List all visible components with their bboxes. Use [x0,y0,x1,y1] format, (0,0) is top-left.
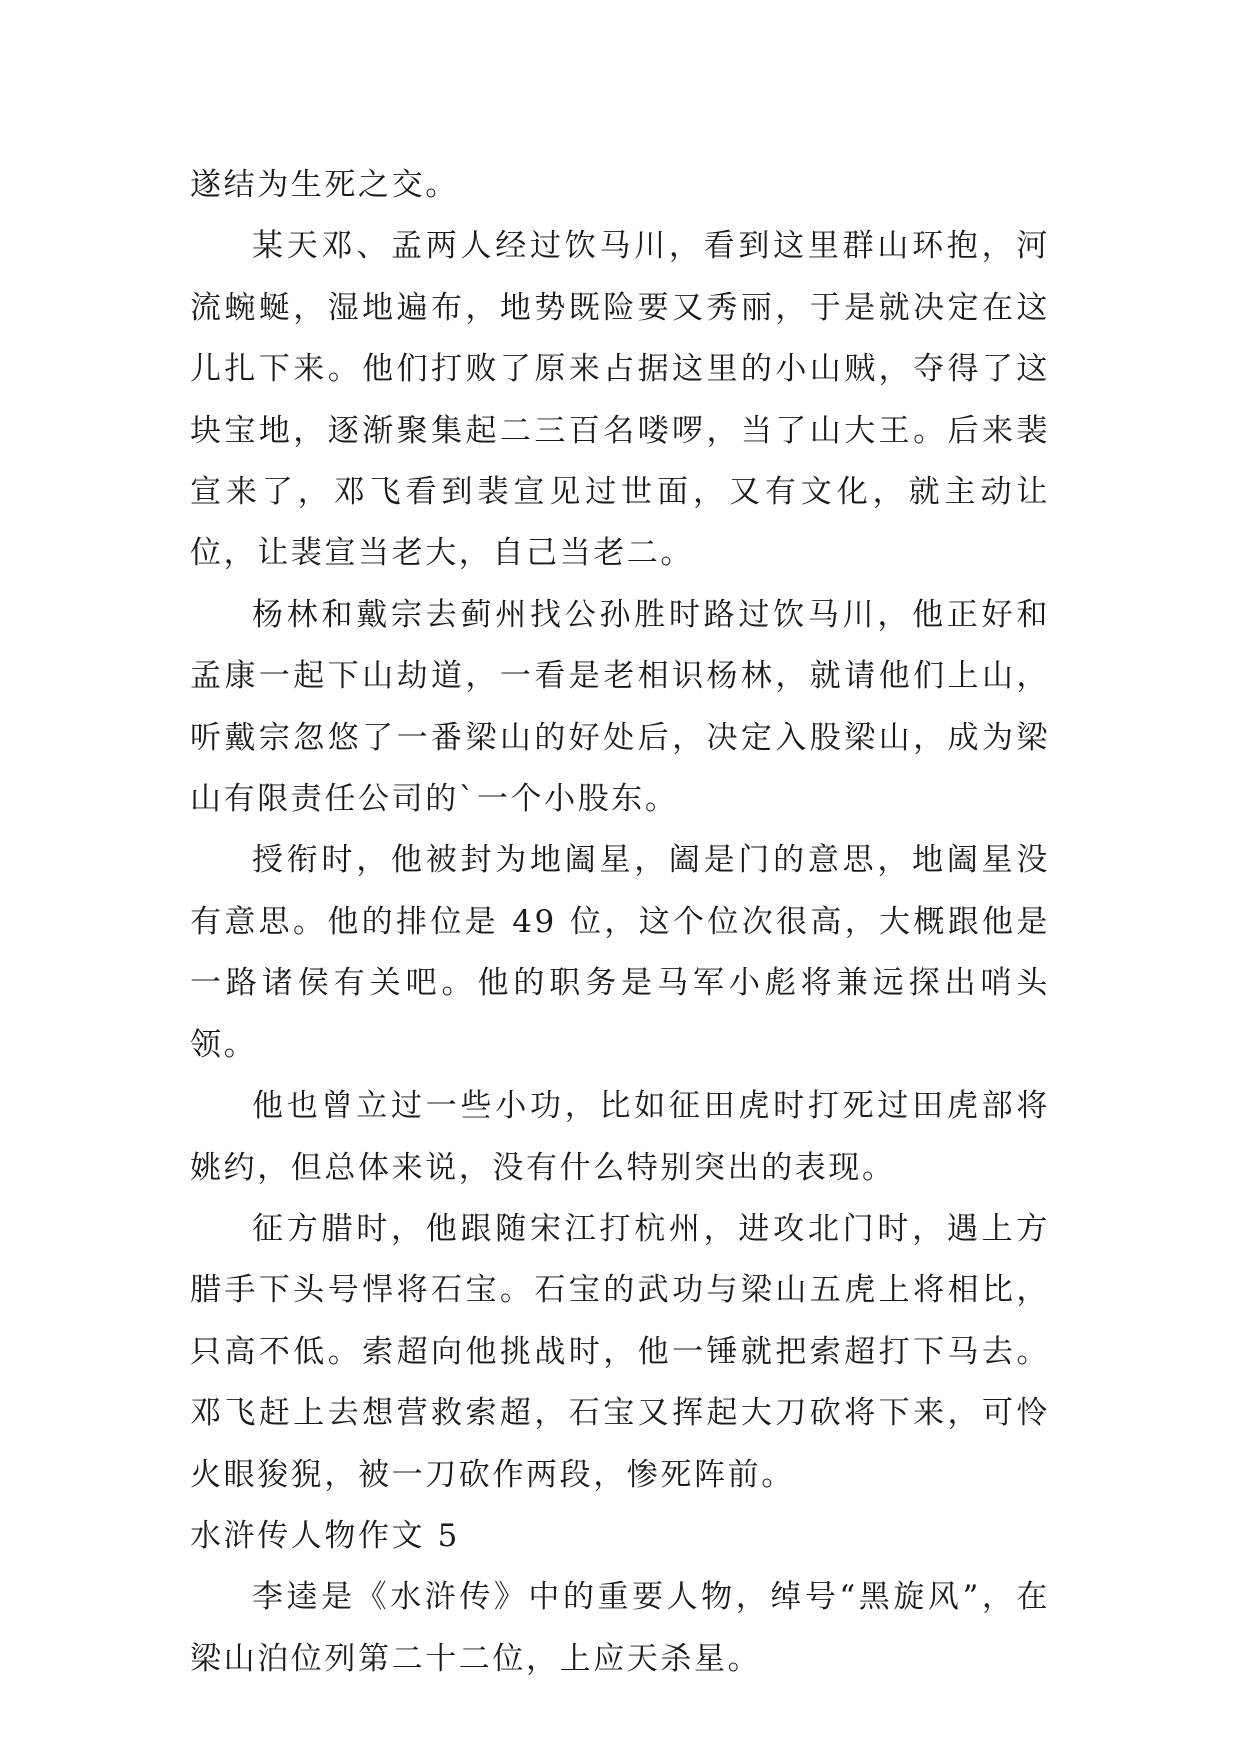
paragraph: 他也曾立过一些小功，比如征田虎时打死过田虎部将姚约，但总体来说，没有什么特别突出的表现。 [190,1088,1050,1186]
paragraph: 征方腊时，他跟随宋江打杭州，进攻北门时，遇上方腊手下头号悍将石宝。石宝的武功与梁山五虎上将相比，只高不低。索超向他挑战时，他一锤就把索超打下马去。邓飞赶上去想营救索超，石宝又挥起大刀砍将下来，可怜火眼狻猊，被一刀砍作两段，惨死阵前。 [190,1210,1050,1493]
section-heading: 水浒传人物作文 5 [190,1517,460,1554]
paragraph: 授衔时，他被封为地阖星，阖是门的意思，地阖星没有意思。他的排位是 49 位，这个位次很高，大概跟他是一路诸侯有关吧。他的职务是马军小彪将兼远探出哨头领。 [190,842,1050,1063]
paragraph: 杨林和戴宗去蓟州找公孙胜时路过饮马川，他正好和孟康一起下山劫道，一看是老相识杨林，就请他们上山，听戴宗忽悠了一番梁山的好处后，决定入股梁山，成为梁山有限责任公司的`一个小股东。 [190,596,1050,818]
paragraph: 李逵是《水浒传》中的重要人物，绰号“黑旋风”，在梁山泊位列第二十二位，上应天杀星。 [190,1579,1050,1677]
document-body [190,155,1050,1690]
paragraph-continuation: 遂结为生死之交。 [190,167,459,203]
paragraph: 某天邓、孟两人经过饮马川，看到这里群山环抱，河流蜿蜒，湿地遍布，地势既险要又秀丽，于是就决定在这儿扎下来。他们打败了原来占据这里的小山贼，夺得了这块宝地，逐渐聚集起二三百名喽啰，当了山大王。后来裴宣来了，邓飞看到裴宣见过世面，又有文化，就主动让位，让裴宣当老大，自己当老二。 [190,228,1050,572]
